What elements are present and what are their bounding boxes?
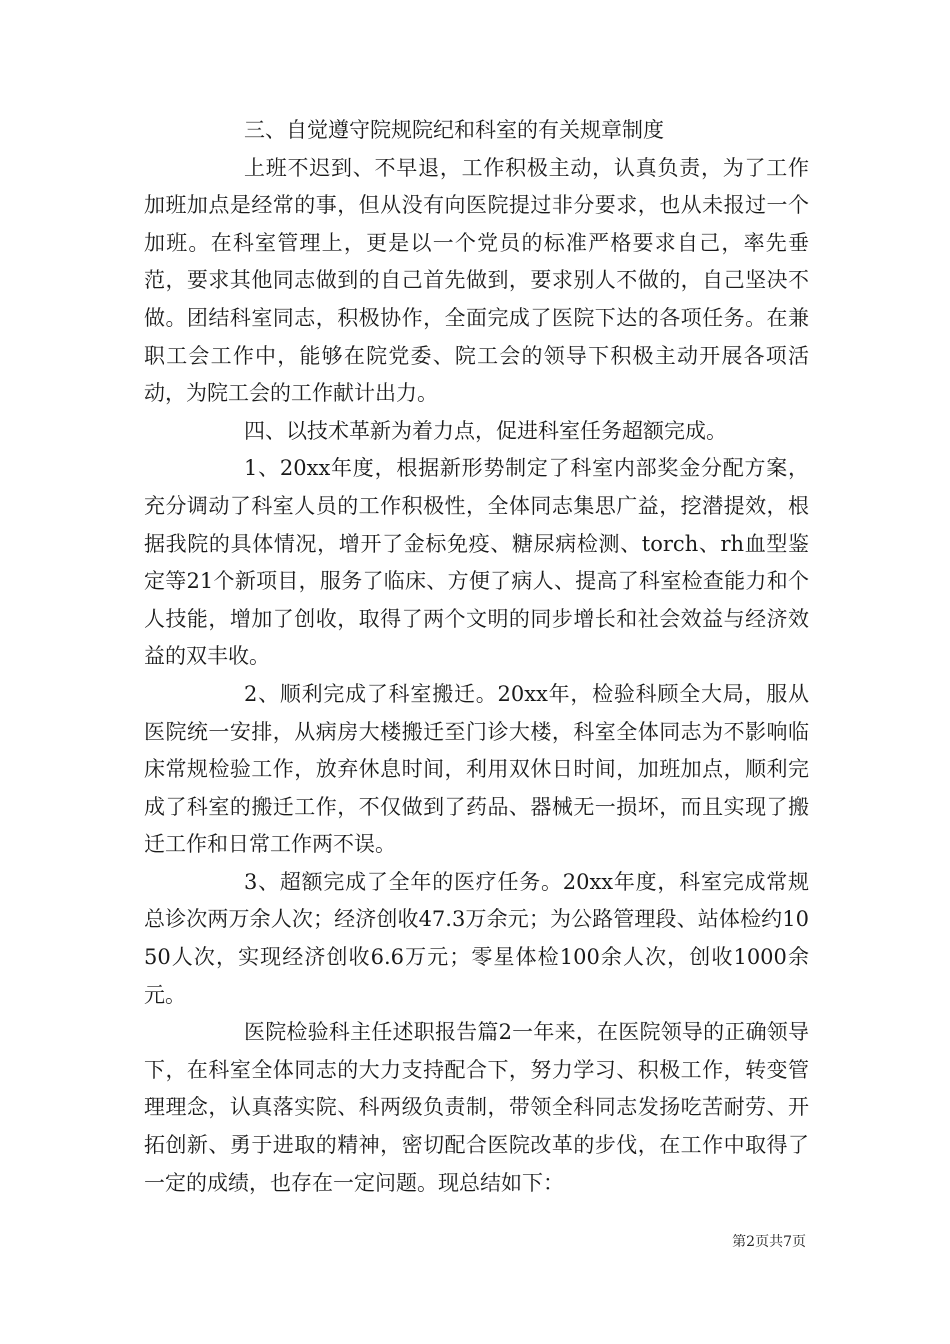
- page-number-label: 第2页共7页: [732, 1234, 806, 1250]
- document-body: [144, 112, 809, 1202]
- page-number: [0, 1233, 806, 1251]
- paragraph-item-3: 3、超额完成了全年的医疗任务。20xx年度，科室完成常规总诊次两万余人次；经济创收47.3万余元；为公路管理段、站体检约1050人次，实现经济创收6.6万元；零星体检100余人次，创收1000余元。: [144, 869, 809, 1007]
- section-heading-4: 四、以技术革新为着力点，促进科室任务超额完成。: [244, 418, 727, 443]
- paragraph-discipline: 上班不迟到、不早退，工作积极主动，认真负责，为了工作加班加点是经常的事，但从没有向医院提过非分要求，也从未报过一个加班。在科室管理上，更是以一个党员的标准严格要求自己，率先垂范，要求其他同志做到的自己首先做到，要求别人不做的，自己坚决不做。团结科室同志，积极协作，全面完成了医院下达的各项任务。在兼职工会工作中，能够在院党委、院工会的领导下积极主动开展各项活动，为院工会的工作献计出力。: [144, 155, 809, 406]
- section-heading-3: 三、自觉遵守院规院纪和科室的有关规章制度: [244, 118, 664, 142]
- paragraph-item-1: 1、20xx年度，根据新形势制定了科室内部奖金分配方案，充分调动了科室人员的工作积极性，全体同志集思广益，挖潜提效，根据我院的具体情况，增开了金标免疫、糖尿病检测、torch、rh血型鉴定等21个新项目，服务了临床、方便了病人、提高了科室检查能力和个人技能，增加了创收，取得了两个文明的同步增长和社会效益与经济效益的双丰收。: [144, 456, 809, 669]
- paragraph-report-2: 医院检验科主任述职报告篇2一年来，在医院领导的正确领导下，在科室全体同志的大力支持配合下，努力学习、积极工作，转变管理理念，认真落实院、科两级负责制，带领全科同志发扬吃苦耐劳、开拓创新、勇于进取的精神，密切配合医院改革的步伐，在工作中取得了一定的成绩，也存在一定问题。现总结如下：: [144, 1020, 809, 1195]
- paragraph-item-2: 2、顺利完成了科室搬迁。20xx年，检验科顾全大局，服从医院统一安排，从病房大楼搬迁至门诊大楼，科室全体同志为不影响临床常规检验工作，放弃休息时间，利用双休日时间，加班加点，顺利完成了科室的搬迁工作，不仅做到了药品、器械无一损坏，而且实现了搬迁工作和日常工作两不误。: [144, 681, 809, 857]
